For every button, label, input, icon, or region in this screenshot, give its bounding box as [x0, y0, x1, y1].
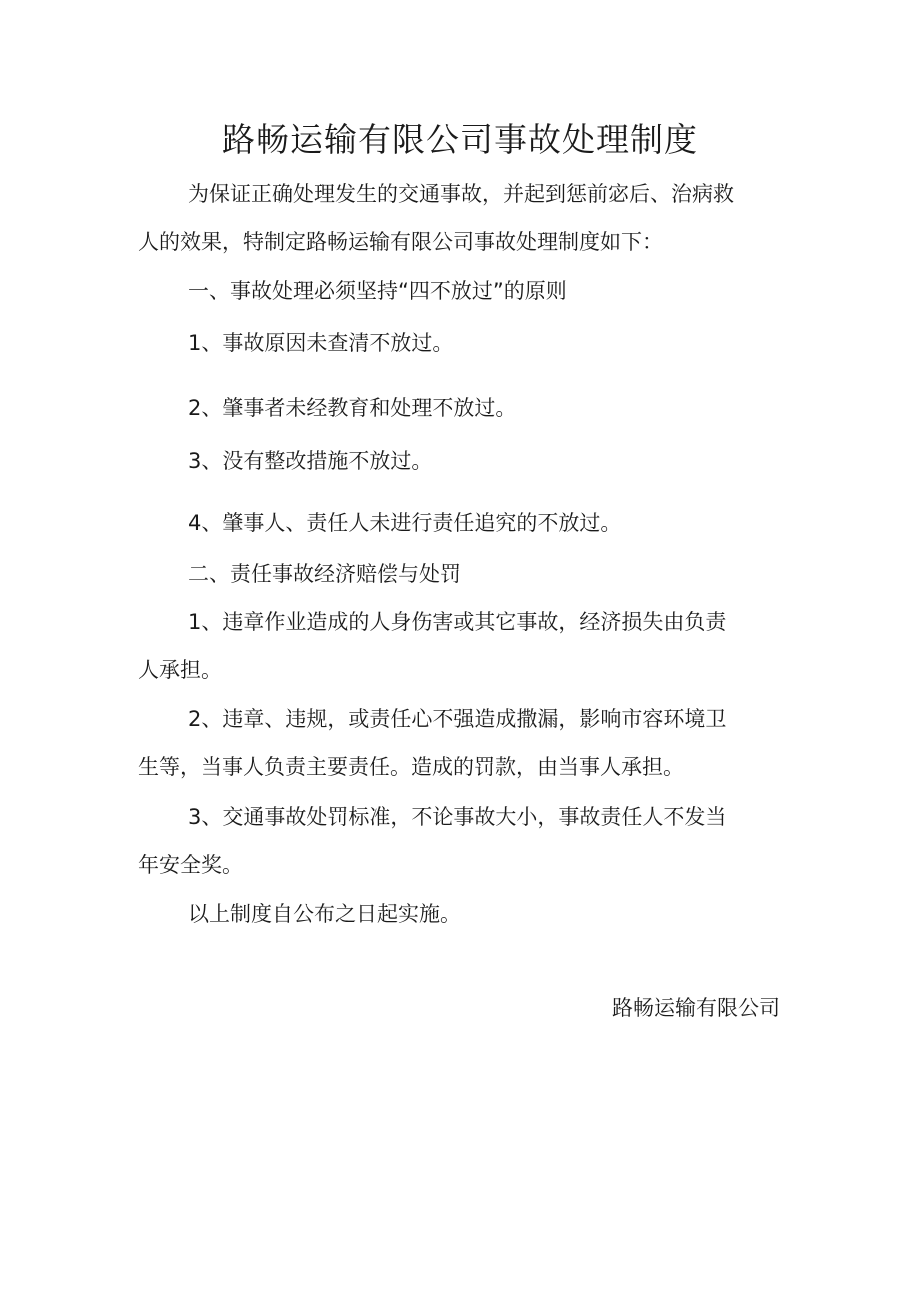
company-signature: 路畅运输有限公司 — [612, 996, 780, 1020]
section2-heading: 二、责任事故经济赔偿与处罚 — [188, 562, 461, 586]
section2-item-2-line-2: 生等，当事人负责主要责任。造成的罚款，由当事人承担。 — [138, 755, 684, 779]
section2-item-2-line-1: 2、违章、违规，或责任心不强造成撒漏，影响市容环境卫 — [188, 707, 727, 731]
section1-item-1: 1、事故原因未查清不放过。 — [188, 331, 454, 355]
section2-item-2 — [138, 695, 782, 791]
section2-item-1-line-1: 1、违章作业造成的人身伤害或其它事故，经济损失由负责 — [188, 610, 727, 634]
document-title: 路畅运输有限公司事故处理制度 — [222, 120, 698, 159]
section1-item-3: 3、没有整改措施不放过。 — [188, 449, 433, 473]
section2-item-3-line-1: 3、交通事故处罚标准，不论事故大小，事故责任人不发当 — [188, 805, 727, 829]
intro-line-2: 人的效果，特制定路畅运输有限公司事故处理制度如下： — [138, 230, 663, 254]
closing-statement: 以上制度自公布之日起实施。 — [188, 902, 461, 926]
intro-paragraph — [138, 170, 782, 266]
section1-item-4: 4、肇事人、责任人未进行责任追究的不放过。 — [188, 511, 622, 535]
section2-item-1-line-2: 人承担。 — [138, 658, 222, 682]
section2-item-1 — [138, 598, 782, 694]
section2-item-3 — [138, 793, 782, 889]
intro-line-1: 为保证正确处理发生的交通事故，并起到惩前宓后、治病救 — [188, 182, 734, 206]
section2-item-3-line-2: 年安全奖。 — [138, 853, 243, 877]
section1-item-2: 2、肇事者未经教育和处理不放过。 — [188, 396, 517, 420]
section1-heading: 一、事故处理必须坚持“四不放过”的原则 — [188, 279, 567, 303]
